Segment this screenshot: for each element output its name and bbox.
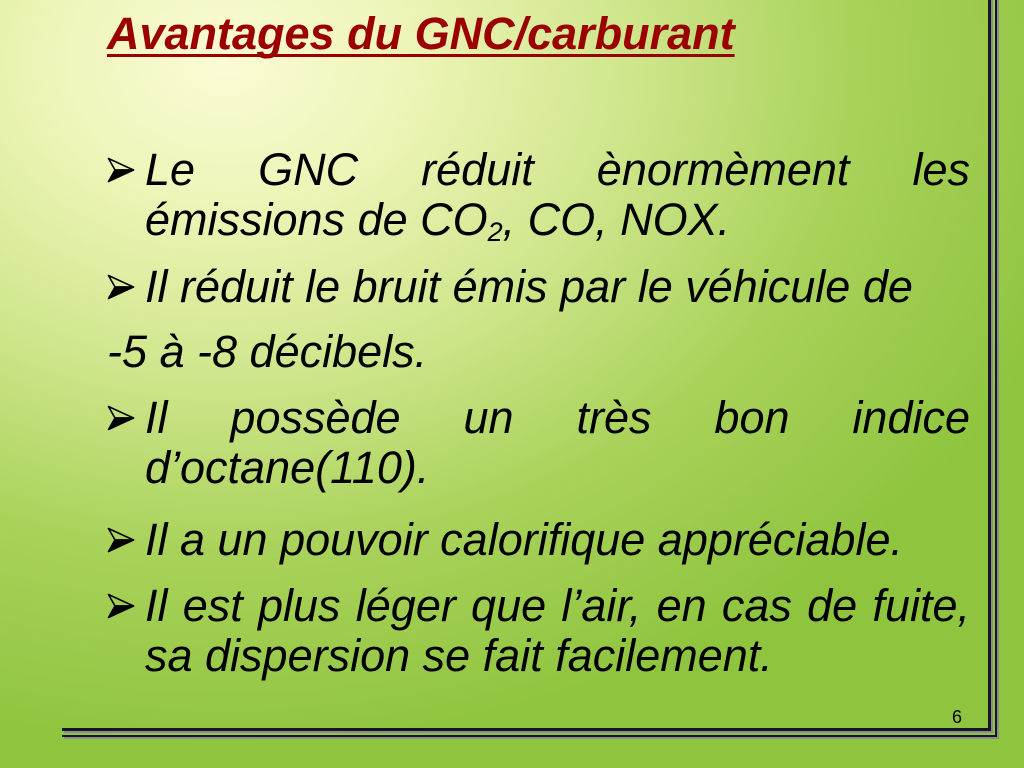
- item-text: -5 à -8 décibels.: [107, 326, 428, 377]
- list-item: [107, 327, 970, 377]
- frame-line-bottom-outer-shadow: [64, 737, 999, 739]
- bullet-text: Il est plus léger que l’air, en cas de fuite, sa dispersion se fait facilement.: [145, 580, 970, 681]
- arrow-bullet-icon: [107, 274, 135, 300]
- bullet-item: [145, 262, 970, 312]
- bullet-text: Il réduit le bruit émis par le véhicule de: [145, 261, 913, 312]
- bullet-text: Il possède un très bon indice d’octane(110).: [145, 392, 970, 493]
- bullet-text: Le GNC réduit ènormèment les émissions de CO: [145, 144, 970, 245]
- arrow-bullet-icon: [107, 405, 135, 431]
- slide-title: Avantages du GNC/carburant: [107, 8, 735, 59]
- bullet-item: [145, 515, 970, 565]
- bullet-item: [145, 581, 970, 681]
- page-number: 6: [952, 707, 963, 727]
- bullet-text: Il a un pouvoir calorifique appréciable.: [145, 514, 903, 565]
- bullet-item: [145, 393, 970, 493]
- frame-line-bottom-inner-shadow: [64, 731, 993, 733]
- arrow-bullet-icon: [107, 593, 135, 619]
- subscript-text: 2: [487, 216, 503, 247]
- bullet-text-continued: , CO, NOX.: [502, 194, 731, 245]
- frame-line-right-inner-shadow: [991, 0, 993, 733]
- frame-line-right-outer-shadow: [997, 0, 999, 739]
- arrow-bullet-icon: [107, 157, 135, 183]
- bullet-item: [145, 145, 970, 245]
- arrow-bullet-icon: [107, 527, 135, 553]
